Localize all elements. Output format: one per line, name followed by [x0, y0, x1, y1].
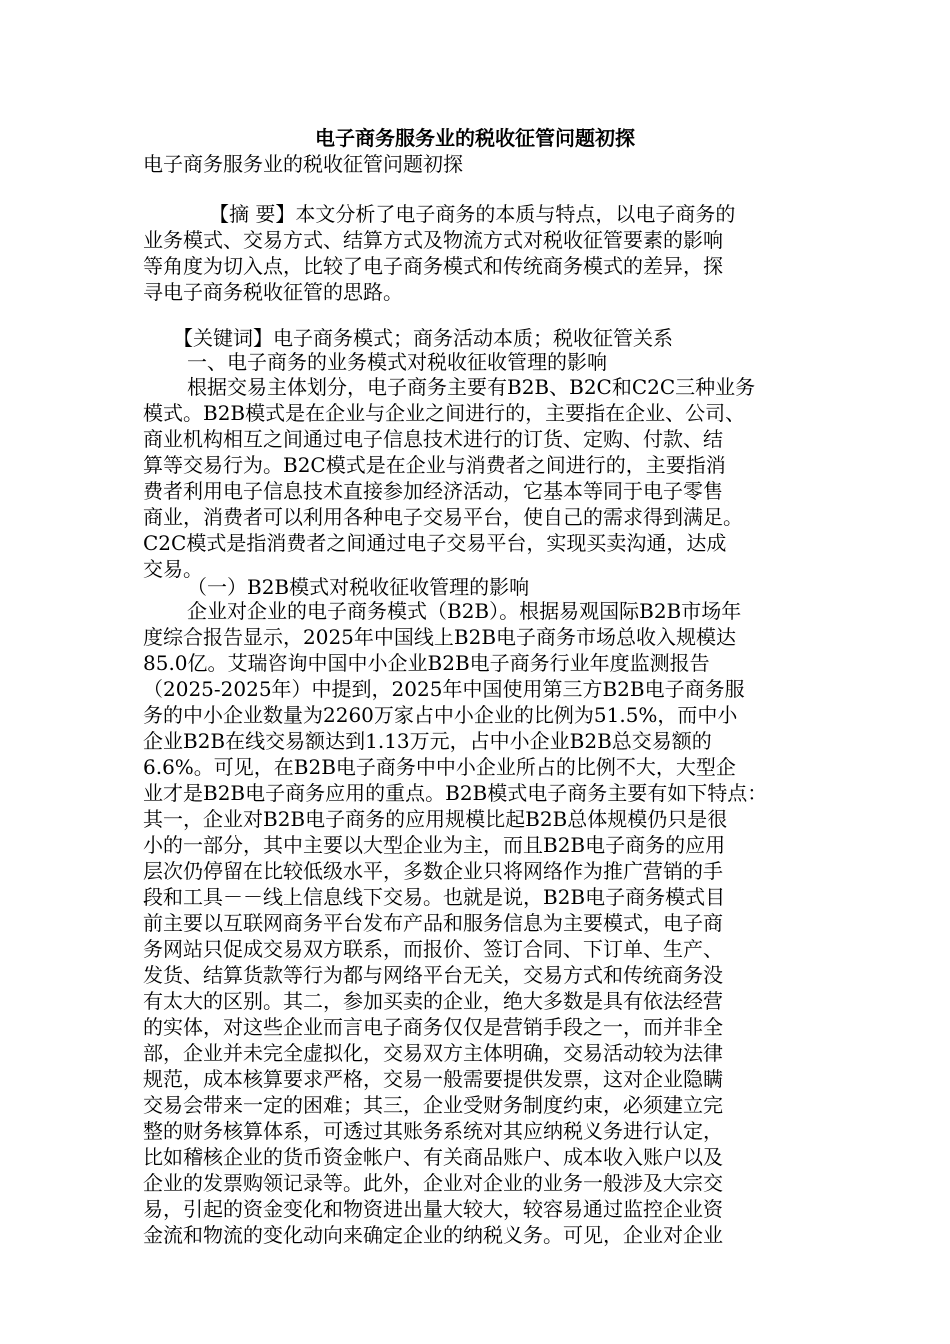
paragraph-line: 小的一部分，其中主要以大型企业为主，而且B2B电子商务的应用	[143, 833, 726, 857]
paragraph-line: 费者利用电子信息技术直接参加经济活动，它基本等同于电子零售	[143, 479, 723, 503]
paragraph-line: 85.0亿。艾瑞咨询中国中小企业B2B电子商务行业年度监测报告	[143, 651, 710, 675]
abstract-line: 业务模式、交易方式、结算方式及物流方式对税收征管要素的影响	[143, 228, 723, 252]
paragraph-line: 企业的发票购领记录等。此外，企业对企业的业务一般涉及大宗交	[143, 1171, 723, 1195]
paragraph-line: 易，引起的资金变化和物资进出量大较大，较容易通过监控企业资	[143, 1197, 723, 1221]
abstract-line: 等角度为切入点，比较了电子商务模式和传统商务模式的差异，探	[143, 254, 723, 278]
abstract-line: 【摘 要】本文分析了电子商务的本质与特点，以电子商务的	[209, 202, 736, 226]
paragraph-line: 整的财务核算体系，可透过其账务系统对其应纳税义务进行认定，	[143, 1119, 723, 1143]
paragraph-line: 交易会带来一定的困难；其三，企业受财务制度约束，必须建立完	[143, 1093, 723, 1117]
paragraph-line: 企业对企业的电子商务模式（B2B）。根据易观国际B2B市场年	[187, 599, 742, 623]
paragraph-line: 商业机构相互之间通过电子信息技术进行的订货、定购、付款、结	[143, 427, 723, 451]
abstract-line: 寻电子商务税收征管的思路。	[143, 280, 403, 304]
paragraph-line: 前主要以互联网商务平台发布产品和服务信息为主要模式，电子商	[143, 911, 723, 935]
paragraph-line: 规范，成本核算要求严格，交易一般需要提供发票，这对企业隐瞒	[143, 1067, 723, 1091]
subsection-heading	[143, 574, 823, 600]
paragraph-line: 比如稽核企业的货币资金帐户、有关商品账户、成本收入账户以及	[143, 1145, 723, 1169]
abstract	[143, 201, 823, 305]
paragraph-1	[143, 374, 823, 582]
document-title: 电子商务服务业的税收征管问题初探	[315, 126, 635, 150]
paragraph-2	[143, 598, 823, 1248]
paragraph-line: 段和工具－－线上信息线下交易。也就是说，B2B电子商务模式目	[143, 885, 726, 909]
paragraph-line: 算等交易行为。B2C模式是在企业与消费者之间进行的，主要指消	[143, 453, 726, 477]
paragraph-line: 商业，消费者可以利用各种电子交易平台，使自己的需求得到满足。	[143, 505, 743, 529]
paragraph-line: 根据交易主体划分，电子商务主要有B2B、B2C和C2C三种业务	[187, 375, 756, 399]
paragraph-line: 业才是B2B电子商务应用的重点。B2B模式电子商务主要有如下特点：	[143, 781, 768, 805]
paragraph-line: 务的中小企业数量为2260万家占中小企业的比例为51.5%，而中小	[143, 703, 738, 727]
paragraph-line: 度综合报告显示，2025年中国线上B2B电子商务市场总收入规模达	[143, 625, 737, 649]
paragraph-line: 交易。	[143, 557, 203, 581]
paragraph-line: 务网站只促成交易双方联系，而报价、签订合同、下订单、生产、	[143, 937, 723, 961]
paragraph-line: C2C模式是指消费者之间通过电子交易平台，实现买卖沟通，达成	[143, 531, 727, 555]
paragraph-line: 其一，企业对B2B电子商务的应用规模比起B2B总体规模仍只是很	[143, 807, 728, 831]
paragraph-line: 的实体，对这些企业而言电子商务仅仅是营销手段之一，而并非全	[143, 1015, 723, 1039]
paragraph-line: 企业B2B在线交易额达到1.13万元，占中小企业B2B总交易额的	[143, 729, 712, 753]
keywords	[143, 325, 823, 351]
paragraph-line: 模式。B2B模式是在企业与企业之间进行的，主要指在企业、公司、	[143, 401, 746, 425]
keywords-line: 【关键词】电子商务模式；商务活动本质；税收征管关系	[173, 326, 673, 350]
subsection-heading-text: （一）B2B模式对税收征收管理的影响	[187, 575, 530, 599]
paragraph-line: 层次仍停留在比较低级水平，多数企业只将网络作为推广营销的手	[143, 859, 723, 883]
section-heading-text: 一、电子商务的业务模式对税收征收管理的影响	[187, 350, 607, 374]
paragraph-line: 有太大的区别。其二，参加买卖的企业，绝大多数是具有依法经营	[143, 989, 723, 1013]
paragraph-line: 金流和物流的变化动向来确定企业的纳税义务。可见，企业对企业	[143, 1223, 723, 1247]
paragraph-line: 部，企业并未完全虚拟化，交易双方主体明确，交易活动较为法律	[143, 1041, 723, 1065]
paragraph-line: （2025-2025年）中提到，2025年中国使用第三方B2B电子商务服	[143, 677, 745, 701]
section-heading	[143, 349, 823, 375]
document-subtitle: 电子商务服务业的税收征管问题初探	[143, 152, 463, 176]
paragraph-line: 6.6%。可见，在B2B电子商务中中小企业所占的比例不大，大型企	[143, 755, 736, 779]
paragraph-line: 发货、结算货款等行为都与网络平台无关，交易方式和传统商务没	[143, 963, 723, 987]
